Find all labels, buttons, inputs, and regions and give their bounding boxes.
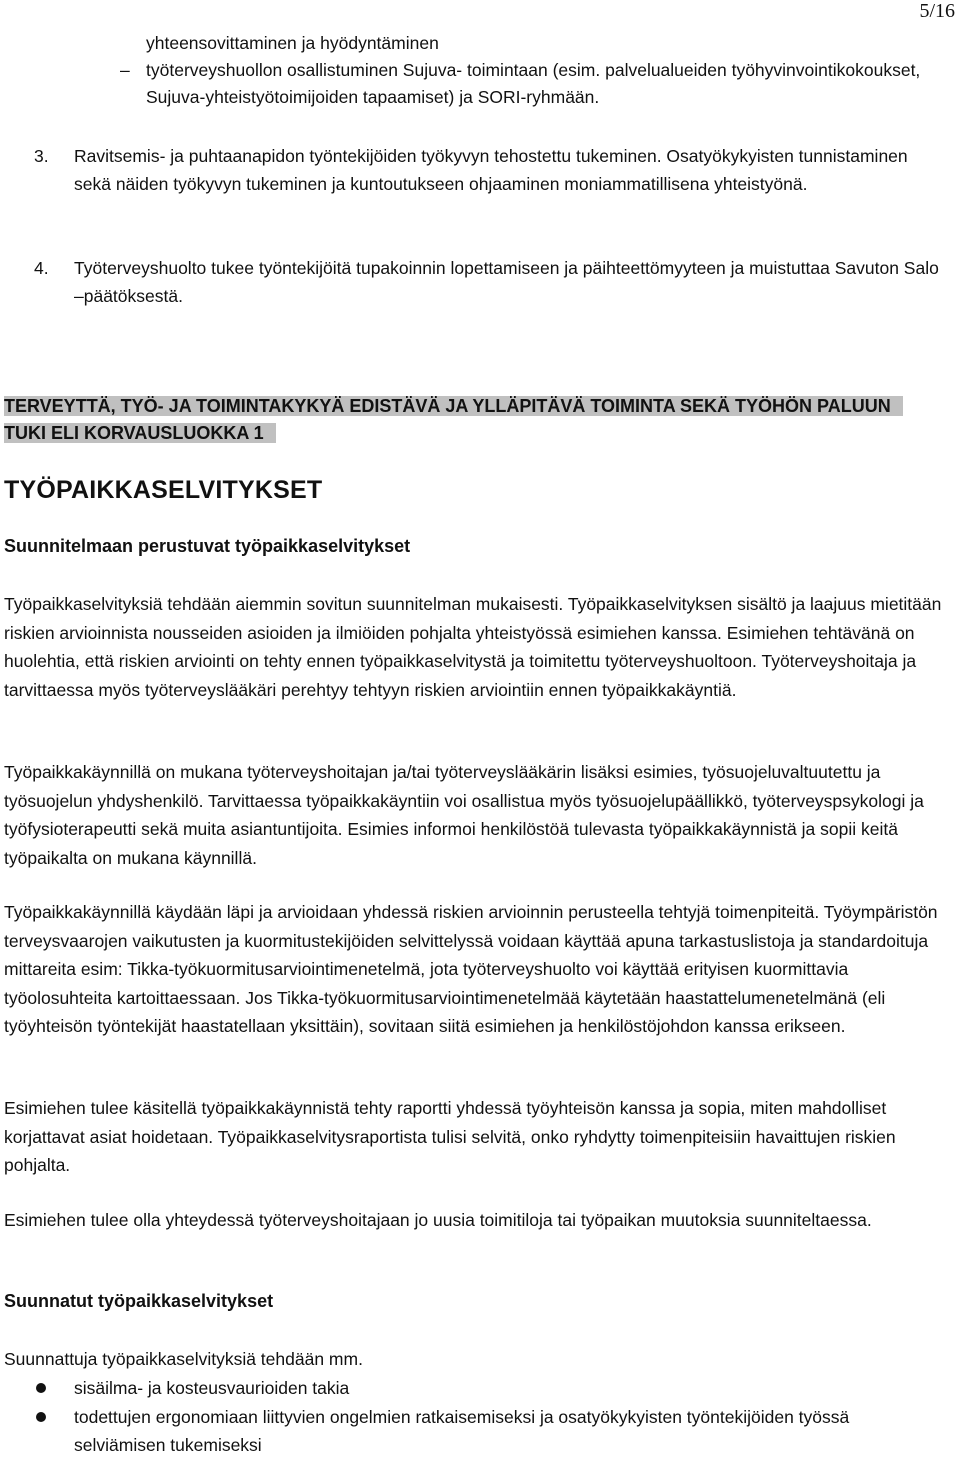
intro-list [120, 30, 950, 111]
bullet-icon [36, 1383, 46, 1393]
bullet-icon [36, 1412, 46, 1422]
list-item [146, 30, 950, 57]
targeted-intro: Suunnattuja työpaikkaselvityksiä tehdään mm. [4, 1349, 363, 1369]
section-banner [4, 393, 914, 447]
list-item-text: yhteensovittaminen ja hyödyntäminen [146, 33, 439, 53]
paragraph: Esimiehen tulee käsitellä työpaikkakäynnistä tehty raportti yhdessä työyhteisön kanssa ja sopia, miten mahdolliset korjattavat asiat hoidetaan. Työpaikkaselvitysraportista tulisi selvitä, onko ryhdytty toimenpiteisiin havaittujen riskien pohjalta. [4, 1098, 896, 1175]
item-number: 3. [34, 146, 49, 166]
paragraph: Työpaikkakäynnillä on mukana työterveyshoitajan ja/tai työterveyslääkärin lisäksi esimies, työsuojeluvaltuutettu ja työsuojelun yhdyshenkilö. Tarvittaessa työpaikkakäyntiin voi osallistua myös työsuojelupäällikkö, työterveyspsykologi ja työfysioterapeutti sekä muita asiantuntijoita. Esimies informoi henkilöstöä tulevasta työpaikkakäynnistä ja sopii keitä työpaikalta on mukana käynnillä. [4, 762, 924, 868]
list-item-text: työterveyshuollon osallistuminen Sujuva- toimintaan (esim. palvelualueiden työhyvinvointikokoukset, Sujuva-yhteistyötoimijoiden tapaamiset) ja SORI-ryhmään. [146, 60, 921, 107]
paragraph: Työpaikkakäynnillä käydään läpi ja arvioidaan yhdessä riskien arvioinnin perusteella tehtyjä toimenpiteitä. Työympäristön terveysvaarojen vaikutusten ja kuormitustekijöiden selvittelyssä voidaan käyttää apuna tarkastuslistoja ja standardoituja mittareita esim: Tikka-työkuormitusarviointimenetelmä, jota työterveyshuolto voi käyttää erityisen kuormittavia työolosuhteita kartoittaessaan. Jos Tikka-työkuormitusarviointimenetelmää käytetään haastattelumenetelmänä (eli työyhteisön työntekijät haastatellaan yksittäin), sovitaan siitä esimiehen ja henkilöstöjohdon kanssa erikseen. [4, 902, 938, 1036]
subheading-planned: Suunnitelmaan perustuvat työpaikkaselvitykset [4, 536, 411, 556]
paragraph: Esimiehen tulee olla yhteydessä työterveyshoitajaan jo uusia toimitiloja tai työpaikan muutoksia suunniteltaessa. [4, 1210, 872, 1230]
list-marker: – [120, 60, 130, 80]
item-text: Työterveyshuolto tukee työntekijöitä tupakoinnin lopettamiseen ja päihteettömyyteen ja muistuttaa Savuton Salo –päätöksestä. [74, 258, 939, 306]
list-item-text: todettujen ergonomiaan liittyvien ongelmien ratkaisemiseksi ja osatyökykyisten työntekijöiden työssä selviämisen tukemiseksi [74, 1406, 850, 1455]
list-item [120, 57, 950, 111]
page-title: TYÖPAIKKASELVITYKSET [4, 476, 323, 504]
section-banner-text: TERVEYTTÄ, TYÖ- JA TOIMINTAKYKYÄ EDISTÄVÄ JA YLLÄPITÄVÄ TOIMINTA SEKÄ TYÖHÖN PALUUN TUKI ELI KORVAUSLUOKKA 1 [4, 396, 903, 443]
numbered-item-3 [34, 142, 940, 198]
bullet-list [4, 1374, 942, 1460]
item-number: 4. [34, 258, 49, 278]
item-text: Ravitsemis- ja puhtaanapidon työntekijöiden työkyvyn tehostettu tukeminen. Osatyökykyisten tunnistaminen sekä näiden työkyvyn tukeminen ja kuntoutukseen ohjaaminen moniammatillisena yhteistyönä. [74, 146, 908, 194]
numbered-item-4 [34, 254, 940, 310]
page-number: 5/16 [919, 0, 955, 22]
list-item [4, 1403, 942, 1460]
subheading-targeted: Suunnatut työpaikkaselvitykset [4, 1291, 274, 1311]
list-item [4, 1374, 942, 1403]
paragraph: Työpaikkaselvityksiä tehdään aiemmin sovitun suunnitelman mukaisesti. Työpaikkaselvityksen sisältö ja laajuus mietitään riskien arvioinnista nousseiden asioiden ja ilmiöiden pohjalta yhteistyössä esimiehen kanssa. Esimiehen tehtävänä on huolehtia, että riskien arviointi on tehty ennen työpaikkaselvitystä ja toimitettu työterveyshuoltoon. Työterveyshoitaja ja tarvittaessa myös työterveyslääkäri perehtyy tehtyyn riskien arviointiin ennen työpaikkakäyntiä. [4, 594, 942, 700]
list-item-text: sisäilma- ja kosteusvaurioiden takia [74, 1378, 350, 1398]
